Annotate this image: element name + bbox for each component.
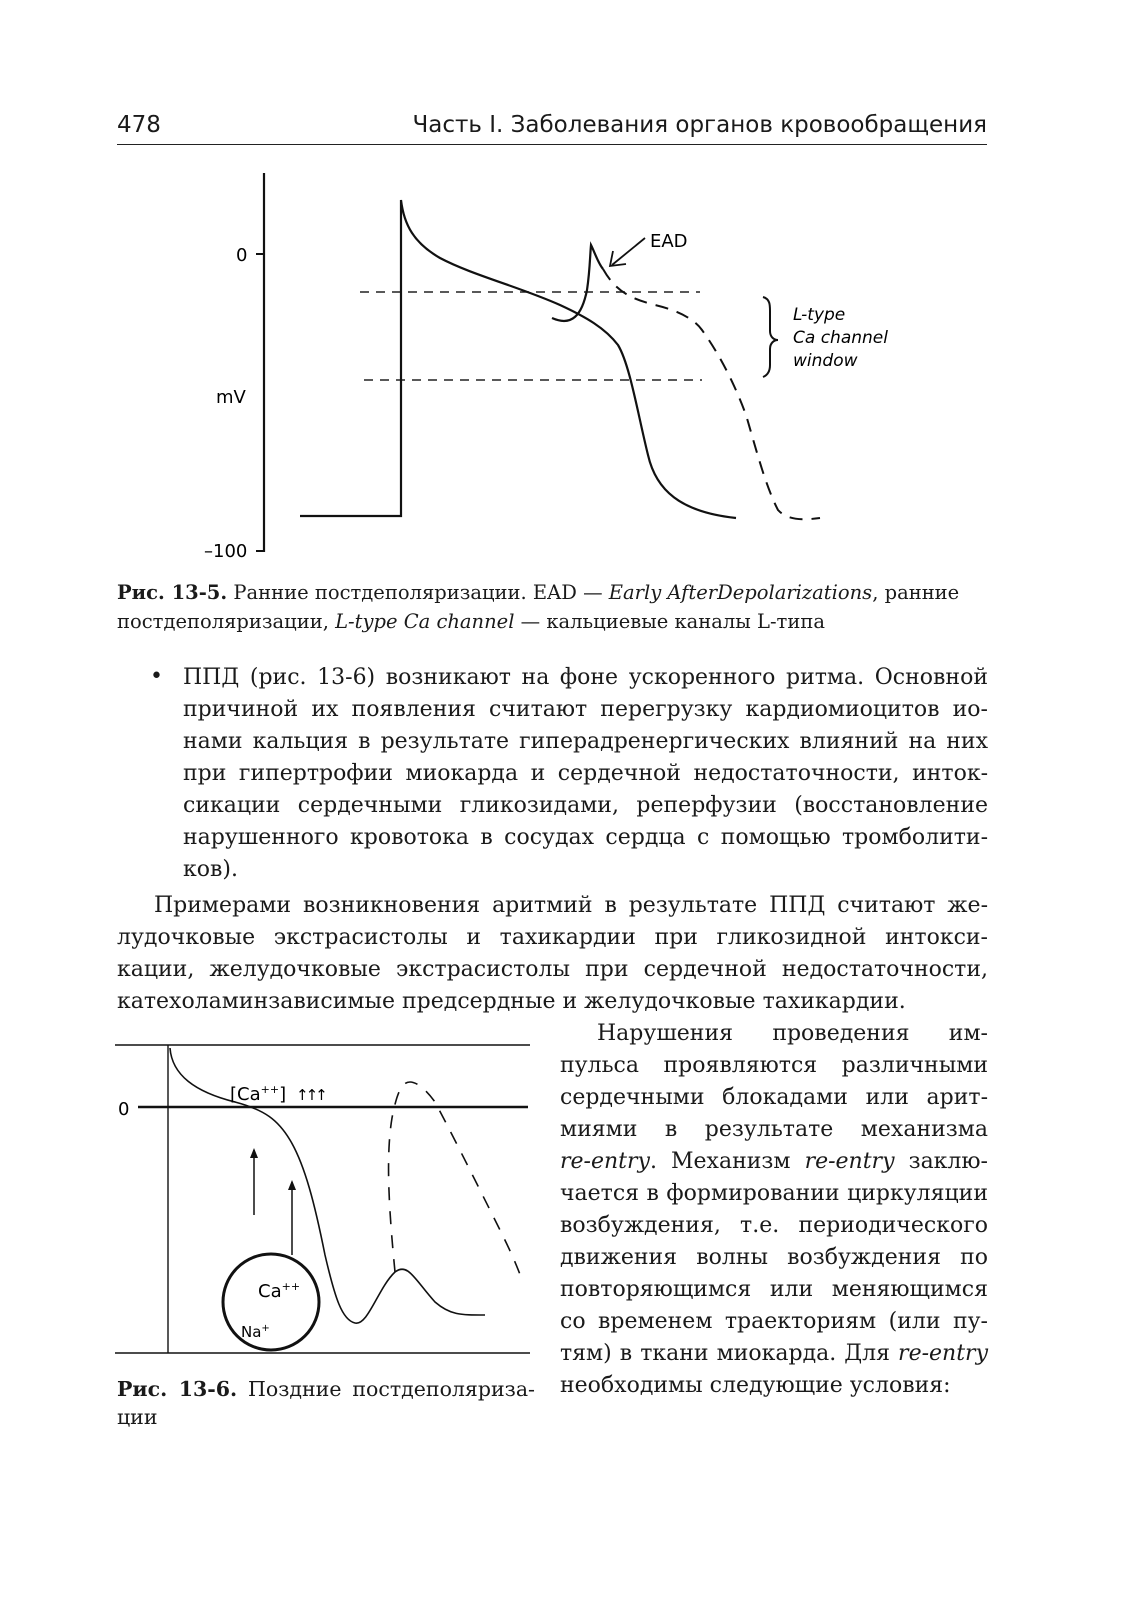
paragraph-2 [560,1018,988,1402]
y-axis-label: mV [216,387,246,408]
text-line: чается в формировании циркуляции [560,1181,988,1206]
text-line: повторяющимся или меняющимся [560,1277,988,1302]
window-label-line-1: L-type [793,305,846,325]
upward-arrow-1-head [250,1148,258,1158]
triggered-beat-dashed [389,1082,522,1280]
term-re-entry: re-entry [898,1341,988,1366]
header-rule [117,144,987,145]
caption-text: Ранние постдеполяризации. EAD — [227,581,609,604]
caption-term: Early AfterDepolarizations [608,581,873,604]
text-line: миями в результате механизма [560,1117,988,1142]
window-label-line-3: window [793,351,858,371]
text-line: пульса проявляются различными [560,1053,988,1078]
bullet-marker: • [150,664,163,689]
text-line: при гипертрофии миокарда и сердечной недостаточности, инток- [183,761,988,786]
text-line: движения волны возбуждения по [560,1245,988,1270]
text-line: нами кальция в результате гиперадренергических влияний на них [183,729,988,754]
figure-13-6-label: Рис. 13-6. [117,1377,238,1401]
ead-branch [552,245,603,321]
text-line: возбуждения, т.е. периодического [560,1213,988,1238]
figure-13-6-dad-diagram [110,1040,535,1360]
figure-13-6-caption [117,1375,535,1431]
text-line [560,1146,988,1178]
bullet-paragraph [183,662,988,886]
caption-text: — кальциевые каналы L-типа [514,610,825,633]
text-line: сикации сердечными гликозидами, реперфузии (восстановление [183,793,988,818]
window-brace [763,297,778,377]
text-line: лудочковые экстрасистолы и тахикардии при гликозидной интокси- [117,925,988,950]
calcium-label: [Ca++] [230,1083,287,1105]
text-line: ППД (рис. 13-6) возникают на фоне ускоренного ритма. Основной [183,665,988,690]
figure-13-5-caption [117,578,989,636]
cell-sodium-label: Na+ [241,1323,270,1341]
cell-circle [223,1254,319,1350]
text-line: сердечными блокадами или арит- [560,1085,988,1110]
prolonged-repolarization-dashed [603,269,820,519]
running-title: Часть I. Заболевания органов кровообращения [412,112,987,138]
text-line: нарушенного кровотока в сосудах сердца с помощью тромболити- [183,825,988,850]
text-line: Примерами возникновения аритмий в результате ППД считают же- [154,893,988,918]
term-re-entry: re-entry [804,1149,895,1174]
text-line: причиной их появления считают перегрузку кардиомиоцитов ио- [183,697,988,722]
text-span: заклю- [894,1149,988,1174]
caption-term: L-type Ca channel [335,610,515,633]
text-line: ков). [183,857,238,882]
caption-text: Поздние постдеполяриза- [237,1377,535,1401]
figure-13-5-ead-diagram [190,165,890,570]
text-line: необходимы следующие условия: [560,1373,951,1398]
text-line: катехоламинзависимые предсердные и желудочковые тахикардии. [117,989,906,1014]
text-span: . Механизм [649,1149,805,1174]
figure-13-5-label: Рис. 13-5. [117,581,228,604]
paragraph-1 [117,890,988,1018]
zero-label: 0 [118,1099,130,1120]
ead-label: EAD [650,231,688,252]
page-number: 478 [117,112,161,138]
running-header [117,112,987,144]
text-span: тям) в ткани миокарда. Для [560,1341,899,1366]
text-line: кации, желудочковые экстрасистолы при сердечной недостаточности, [117,957,988,982]
caption-text: ции [117,1405,158,1429]
y-tick-label-0: 0 [236,245,248,266]
text-line [560,1338,988,1370]
upward-arrow-2-head [288,1180,296,1190]
y-tick-label-minus100: –100 [204,541,248,562]
caption-text: , ранние постдеполяризации, [117,581,960,633]
window-label-line-2: Ca channel [793,328,888,348]
text-line: Нарушения проведения им- [597,1021,988,1046]
ead-arrow [612,238,645,265]
term-re-entry: re-entry [560,1149,650,1174]
text-line: со временем траекториям (или пу- [560,1309,988,1334]
cell-calcium-label: Ca++ [258,1280,301,1302]
calcium-rise-arrows: ↑↑↑ [296,1086,325,1104]
action-potential-curve [170,1048,485,1323]
